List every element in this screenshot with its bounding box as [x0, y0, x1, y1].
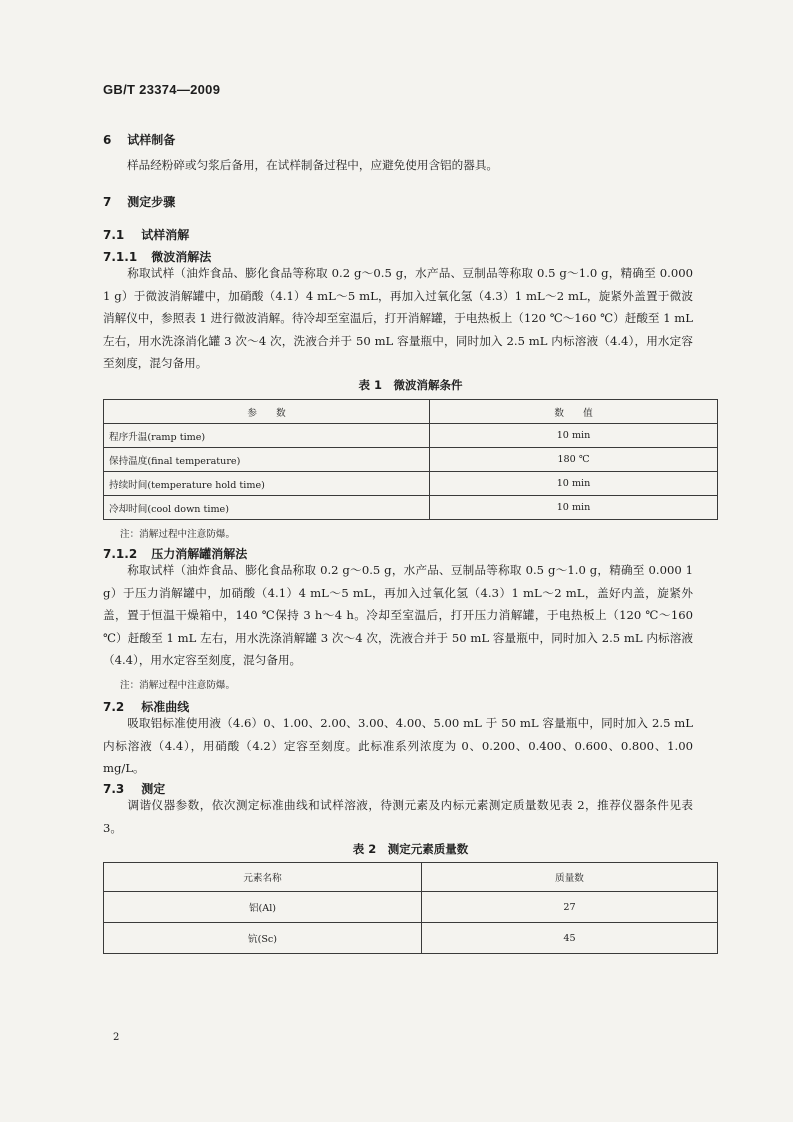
section-6-text [103, 154, 693, 177]
table-cell: 钪(Sc) [104, 923, 422, 954]
table-2-caption: 表 2 测定元素质量数 [352, 842, 469, 856]
section-number: 7.1.1 [103, 250, 138, 264]
paragraph-text: 样品经粉碎或匀浆后备用，在试样制备过程中，应避免使用含铝的器具。 [127, 158, 499, 172]
table-cell: 180 ℃ [430, 448, 718, 472]
section-7-3-text [103, 794, 693, 839]
document-id: GB/T 23374—2009 [103, 82, 221, 97]
section-title: 微波消解法 [151, 250, 212, 264]
table-row [104, 892, 718, 923]
section-7-1-1-text [103, 262, 693, 375]
paragraph-text: 称取试样（油炸食品、膨化食品称取 0.2 g～0.5 g，水产品、豆制品等称取 0.5 g～1.0 g，精确至 0.000 1 g）于压力消解罐中，加硝酸（4.1）4 mL～5 mL，再加入过氧化氢（4.3）1 mL～2 mL，盖好内盖，旋紧外盖，置于恒温干燥箱中，140 ℃保持 3 h～4 h。冷却至室温后，打开压力消解罐，于电热板上（120 ℃～160 ℃）赶酸至 1 mL 左右，用水洗涤消解罐 3 次～4 次，洗液合并于 50 mL 容量瓶中，同时加入 2.5 mL 内标溶液（4.4），用水定容至刻度，混匀备用。 [103, 563, 693, 668]
header-cell: 质量数 [422, 863, 718, 892]
table-header-row [104, 400, 718, 424]
section-number: 7 [103, 195, 112, 209]
section-7-1-heading [103, 226, 189, 243]
table-1 [103, 399, 718, 520]
section-number: 7.2 [103, 700, 125, 714]
section-6-heading [103, 131, 175, 148]
section-title: 测定步骤 [127, 195, 176, 209]
section-title: 试样消解 [141, 228, 190, 242]
table-cell: 铝(Al) [104, 892, 422, 923]
section-7-1-2-text [103, 559, 693, 672]
table-cell: 保持温度(final temperature) [104, 448, 430, 472]
section-title: 压力消解罐消解法 [151, 547, 248, 561]
table-cell: 10 min [430, 472, 718, 496]
paragraph-text: 称取试样（油炸食品、膨化食品等称取 0.2 g～0.5 g，水产品、豆制品等称取 0.5 g～1.0 g，精确至 0.000 1 g）于微波消解罐中，加硝酸（4.1）4 mL～5 mL，再加入过氧化氢（4.3）1 mL～2 mL，旋紧外盖置于微波消解仪中，参照表 1 进行微波消解。待冷却至室温后，打开消解罐，于电热板上（120 ℃～160 ℃）赶酸至 1 mL 左右，用水洗涤消化罐 3 次～4 次，洗液合并于 50 mL 容量瓶中，同时加入 2.5 mL 内标溶液（4.4），用水定容至刻度，混匀备用。 [103, 266, 693, 371]
table-cell: 冷却时间(cool down time) [104, 496, 430, 520]
section-number: 6 [103, 133, 112, 147]
section-7-heading [103, 193, 175, 210]
table-cell: 持续时间(temperature hold time) [104, 472, 430, 496]
paragraph-text: 吸取铝标准使用液（4.6）0、1.00、2.00、3.00、4.00、5.00 mL 于 50 mL 容量瓶中，同时加入 2.5 mL 内标溶液（4.4），用硝酸（4.2）定容至刻度。此标准系列浓度为 0、0.200、0.400、0.600、0.800、1.00 mg/L。 [103, 716, 693, 776]
table-cell: 10 min [430, 496, 718, 520]
section-title: 标准曲线 [141, 700, 190, 714]
table-cell: 程序升温(ramp time) [104, 424, 430, 448]
section-title: 测定 [141, 782, 166, 796]
table-row [104, 496, 718, 520]
header-cell: 元素名称 [104, 863, 422, 892]
section-number: 7.3 [103, 782, 125, 796]
page-number: 2 [113, 1032, 120, 1043]
paragraph-text: 调谐仪器参数，依次测定标准曲线和试样溶液，待测元素及内标元素测定质量数见表 2，推荐仪器条件见表 3。 [103, 798, 693, 835]
table-1-caption: 表 1 微波消解条件 [358, 378, 463, 392]
table-cell: 10 min [430, 424, 718, 448]
table-2 [103, 862, 718, 954]
table-row [104, 923, 718, 954]
table-1-note: 注：消解过程中注意防爆。 [120, 529, 236, 540]
table-cell: 27 [422, 892, 718, 923]
table-cell: 45 [422, 923, 718, 954]
table-row [104, 472, 718, 496]
header-cell: 数 值 [430, 400, 718, 424]
header-cell: 参 数 [104, 400, 430, 424]
section-number: 7.1 [103, 228, 125, 242]
section-number: 7.1.2 [103, 547, 138, 561]
section-7-1-2-note: 注：消解过程中注意防爆。 [120, 680, 236, 691]
table-row [104, 448, 718, 472]
section-title: 试样制备 [127, 133, 176, 147]
table-row [104, 424, 718, 448]
table-header-row [104, 863, 718, 892]
section-7-2-text [103, 712, 693, 780]
